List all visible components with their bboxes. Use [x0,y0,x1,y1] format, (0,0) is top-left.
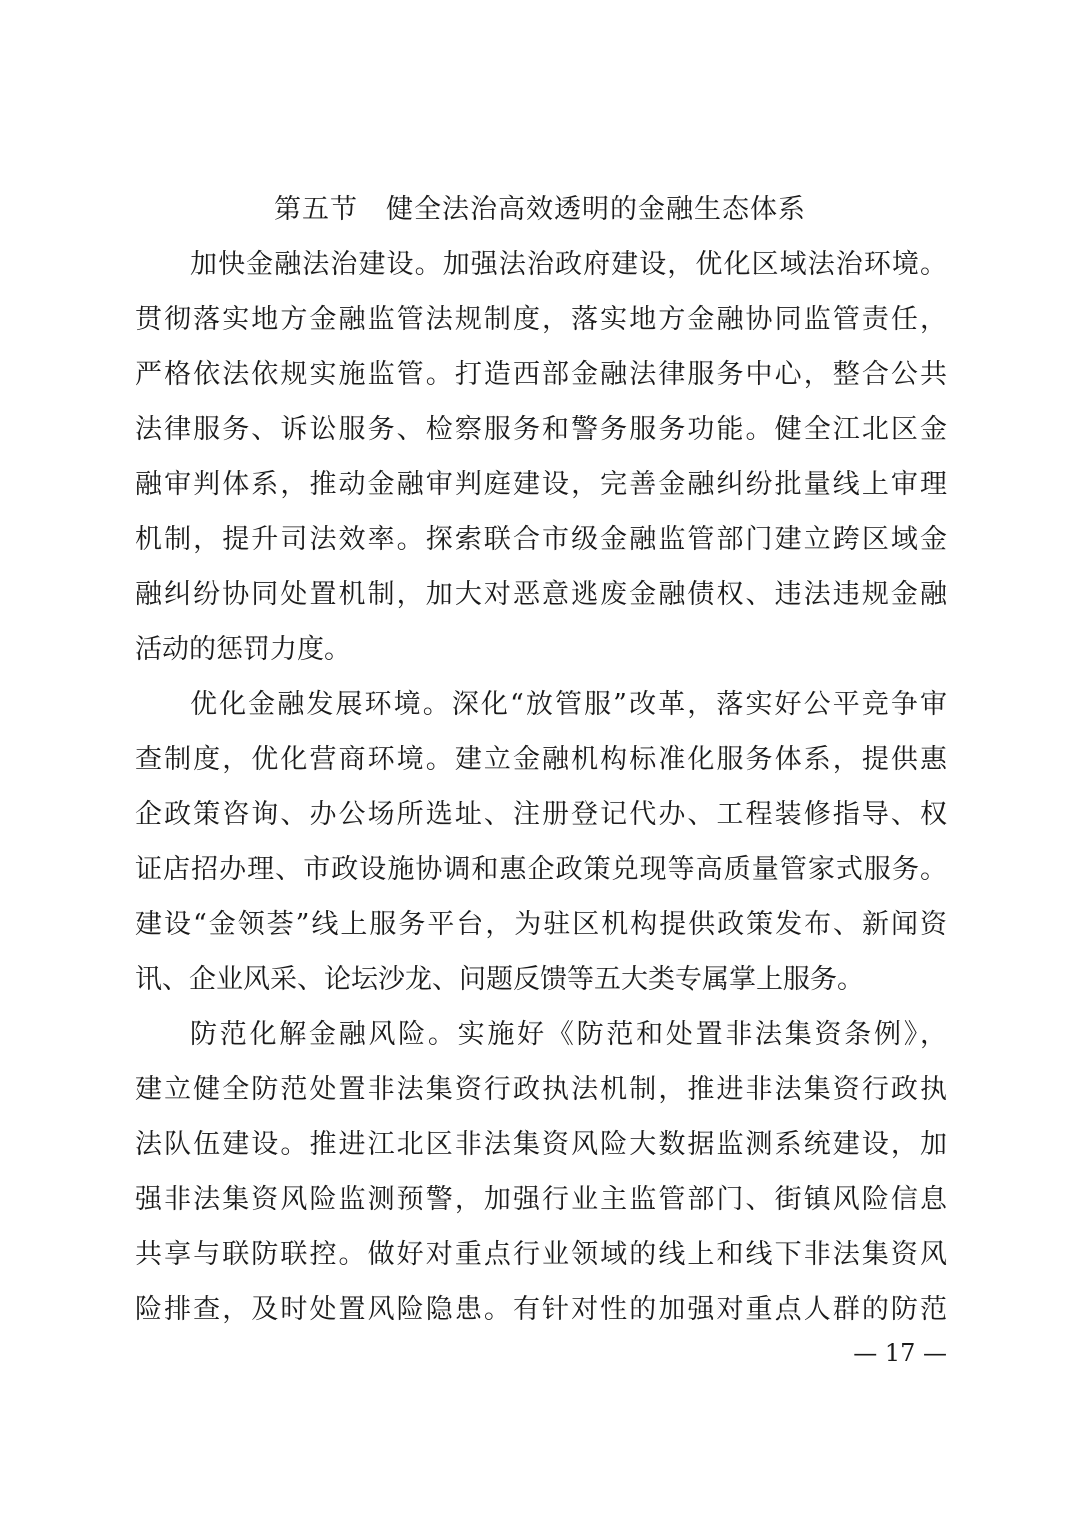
paragraph-2-line-4: 证店招办理、市政设施协调和惠企政策兑现等高质量管家式服务。 [135,854,947,885]
paragraph-2-line-5: 建设“金领荟”线上服务平台，为驻区机构提供政策发布、新闻资 [135,909,947,940]
paragraph-3-line-5: 共享与联防联控。做好对重点行业领域的线上和线下非法集资风 [135,1239,947,1270]
paragraph-2-line-6: 讯、企业风采、论坛沙龙、问题反馈等五大类专属掌上服务。 [135,964,864,995]
paragraph-1-line-4: 法律服务、诉讼服务、检察服务和警务服务功能。健全江北区金 [135,414,947,445]
paragraph-2-line-2: 查制度，优化营商环境。建立金融机构标准化服务体系，提供惠 [135,744,947,775]
paragraph-1-line-2: 贯彻落实地方金融监管法规制度，落实地方金融协同监管责任， [135,304,947,335]
paragraph-1-line-3: 严格依法依规实施监管。打造西部金融法律服务中心，整合公共 [135,359,947,390]
paragraph-3-line-3: 法队伍建设。推进江北区非法集资风险大数据监测系统建设，加 [135,1129,947,1160]
paragraph-3-line-2: 建立健全防范处置非法集资行政执法机制，推进非法集资行政执 [135,1074,947,1105]
page-number: — 17 — [853,1339,947,1367]
paragraph-1-line-5: 融审判体系，推动金融审判庭建设，完善金融纠纷批量线上审理 [135,469,947,500]
paragraph-3-line-1: 防范化解金融风险。实施好《防范和处置非法集资条例》， [190,1019,947,1050]
section-heading: 第五节 健全法治高效透明的金融生态体系 [274,194,806,225]
paragraph-1-line-7: 融纠纷协同处置机制，加大对恶意逃废金融债权、违法违规金融 [135,579,947,610]
paragraph-3-line-4: 强非法集资风险监测预警，加强行业主监管部门、街镇风险信息 [135,1184,947,1215]
paragraph-1-line-8: 活动的惩罚力度。 [135,634,351,665]
paragraph-1-line-6: 机制，提升司法效率。探索联合市级金融监管部门建立跨区域金 [135,524,947,555]
paragraph-1-line-1: 加快金融法治建设。加强法治政府建设，优化区域法治环境。 [190,249,947,280]
paragraph-3-line-6: 险排查，及时处置风险隐患。有针对性的加强对重点人群的防范 [135,1294,947,1325]
paragraph-2-line-3: 企政策咨询、办公场所选址、注册登记代办、工程装修指导、权 [135,799,947,830]
paragraph-2-line-1: 优化金融发展环境。深化“放管服”改革，落实好公平竞争审 [190,689,947,720]
